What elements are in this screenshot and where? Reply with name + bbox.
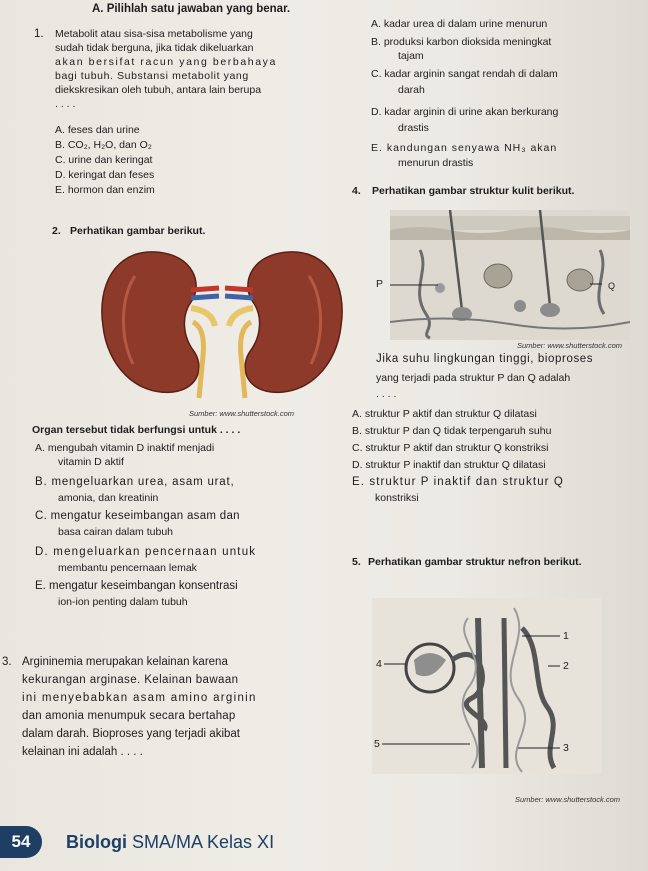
- question-4-line: Jika suhu lingkungan tinggi, bioproses: [376, 353, 594, 365]
- nephron-label-2: 2: [563, 660, 569, 672]
- question-2-option[interactable]: E. mengatur keseimbangan konsentrasi: [35, 580, 238, 592]
- book-subject: Biologi: [66, 832, 127, 852]
- question-4-option[interactable]: E. struktur P inaktif dan struktur Q: [352, 476, 564, 488]
- question-3-option-cont: drastis: [398, 122, 429, 134]
- nephron-label-1: 1: [563, 630, 569, 642]
- question-3-option[interactable]: C. kadar arginin sangat rendah di dalam: [371, 68, 558, 80]
- question-1-line: sudah tidak berguna, jika tidak dikeluarkan: [55, 42, 254, 54]
- question-2-stem: Organ tersebut tidak berfungsi untuk . . . .: [32, 424, 241, 436]
- page-number: 54: [0, 826, 42, 858]
- question-1-number: 1.: [34, 28, 44, 40]
- book-title: [66, 832, 274, 853]
- question-1-line: diekskresikan oleh tubuh, antara lain berupa: [55, 84, 262, 96]
- question-4-option-cont: konstriksi: [375, 492, 419, 504]
- question-4-line: yang terjadi pada struktur P dan Q adalah: [376, 372, 571, 384]
- question-3-line: dalam darah. Bioproses yang terjadi akibat: [22, 728, 240, 740]
- question-1-option[interactable]: E. hormon dan enzim: [55, 184, 155, 196]
- question-5-image-source: Sumber: www.shutterstock.com: [515, 795, 621, 804]
- question-4-option[interactable]: C. struktur P aktif dan struktur Q konstriksi: [352, 442, 549, 454]
- nephron-label-3: 3: [563, 742, 569, 754]
- question-3-line: kelainan ini adalah . . . .: [22, 746, 143, 758]
- question-2-option[interactable]: B. mengeluarkan urea, asam urat,: [35, 476, 235, 488]
- book-level: SMA/MA Kelas XI: [132, 832, 275, 852]
- question-3-line: Argininemia merupakan kelainan karena: [22, 656, 228, 668]
- question-3-line: kekurangan arginase. Kelainan bawaan: [22, 674, 239, 686]
- nephron-label-5: 5: [374, 738, 380, 750]
- question-3-option[interactable]: B. produksi karbon dioksida meningkat: [371, 36, 552, 48]
- question-3-number: 3.: [2, 656, 12, 668]
- question-2-image-source: Sumber: www.shutterstock.com: [189, 409, 295, 418]
- question-3-line: ini menyebabkan asam amino arginin: [22, 692, 257, 704]
- question-1-option[interactable]: B. CO₂, H₂O, dan O₂: [55, 139, 152, 151]
- question-3-option-cont: darah: [398, 84, 425, 96]
- question-3-line: dan amonia menumpuk secara bertahap: [22, 710, 236, 722]
- question-1-line: . . . .: [55, 98, 76, 110]
- nephron-label-4: 4: [376, 658, 382, 670]
- kidney-illustration: [95, 246, 350, 401]
- question-5-prompt: Perhatikan gambar struktur nefron berikut.: [368, 556, 582, 568]
- question-4-image-source: Sumber: www.shutterstock.com: [517, 341, 623, 350]
- question-2-option-cont: vitamin D aktif: [58, 456, 124, 468]
- question-1-option[interactable]: C. urine dan keringat: [55, 154, 153, 166]
- skin-label-p: P: [376, 278, 384, 290]
- question-2-option[interactable]: A. mengubah vitamin D inaktif menjadi: [35, 442, 215, 454]
- question-5-number: 5.: [352, 556, 361, 568]
- question-4-line: . . . .: [376, 388, 397, 400]
- question-4-option[interactable]: A. struktur P aktif dan struktur Q dilatasi: [352, 408, 537, 420]
- question-3-option[interactable]: D. kadar arginin di urine akan berkurang: [371, 106, 559, 118]
- skin-structure-illustration: [390, 210, 630, 340]
- question-1-line: Metabolit atau sisa-sisa metabolisme yang: [55, 28, 253, 40]
- skin-label-q: Q: [608, 281, 616, 291]
- question-2-option-cont: membantu pencernaan lemak: [58, 562, 197, 574]
- question-3-option[interactable]: E. kandungan senyawa NH₃ akan: [371, 142, 558, 154]
- question-2-prompt: Perhatikan gambar berikut.: [70, 225, 206, 237]
- question-2-option[interactable]: D. mengeluarkan pencernaan untuk: [35, 546, 257, 558]
- question-1-line: bagi tubuh. Substansi metabolit yang: [55, 70, 249, 82]
- question-2-option-cont: amonia, dan kreatinin: [58, 492, 159, 504]
- question-2-number: 2.: [52, 225, 61, 237]
- question-3-option-cont: menurun drastis: [398, 157, 474, 169]
- section-header: A. Pilihlah satu jawaban yang benar.: [92, 3, 291, 15]
- question-3-option[interactable]: A. kadar urea di dalam urine menurun: [371, 18, 548, 30]
- question-4-option[interactable]: B. struktur P dan Q tidak terpengaruh suhu: [352, 425, 552, 437]
- question-4-number: 4.: [352, 185, 361, 197]
- question-3-option-cont: tajam: [398, 50, 424, 62]
- question-4-prompt: Perhatikan gambar struktur kulit berikut.: [372, 185, 575, 197]
- question-1-option[interactable]: A. feses dan urine: [55, 124, 140, 136]
- question-2-option[interactable]: C. mengatur keseimbangan asam dan: [35, 510, 240, 522]
- question-2-option-cont: ion-ion penting dalam tubuh: [58, 596, 188, 608]
- question-1-option[interactable]: D. keringat dan feses: [55, 169, 155, 181]
- question-4-option[interactable]: D. struktur P inaktif dan struktur Q dilatasi: [352, 459, 546, 471]
- question-2-option-cont: basa cairan dalam tubuh: [58, 526, 173, 538]
- question-1-line: akan bersifat racun yang berbahaya: [55, 56, 277, 68]
